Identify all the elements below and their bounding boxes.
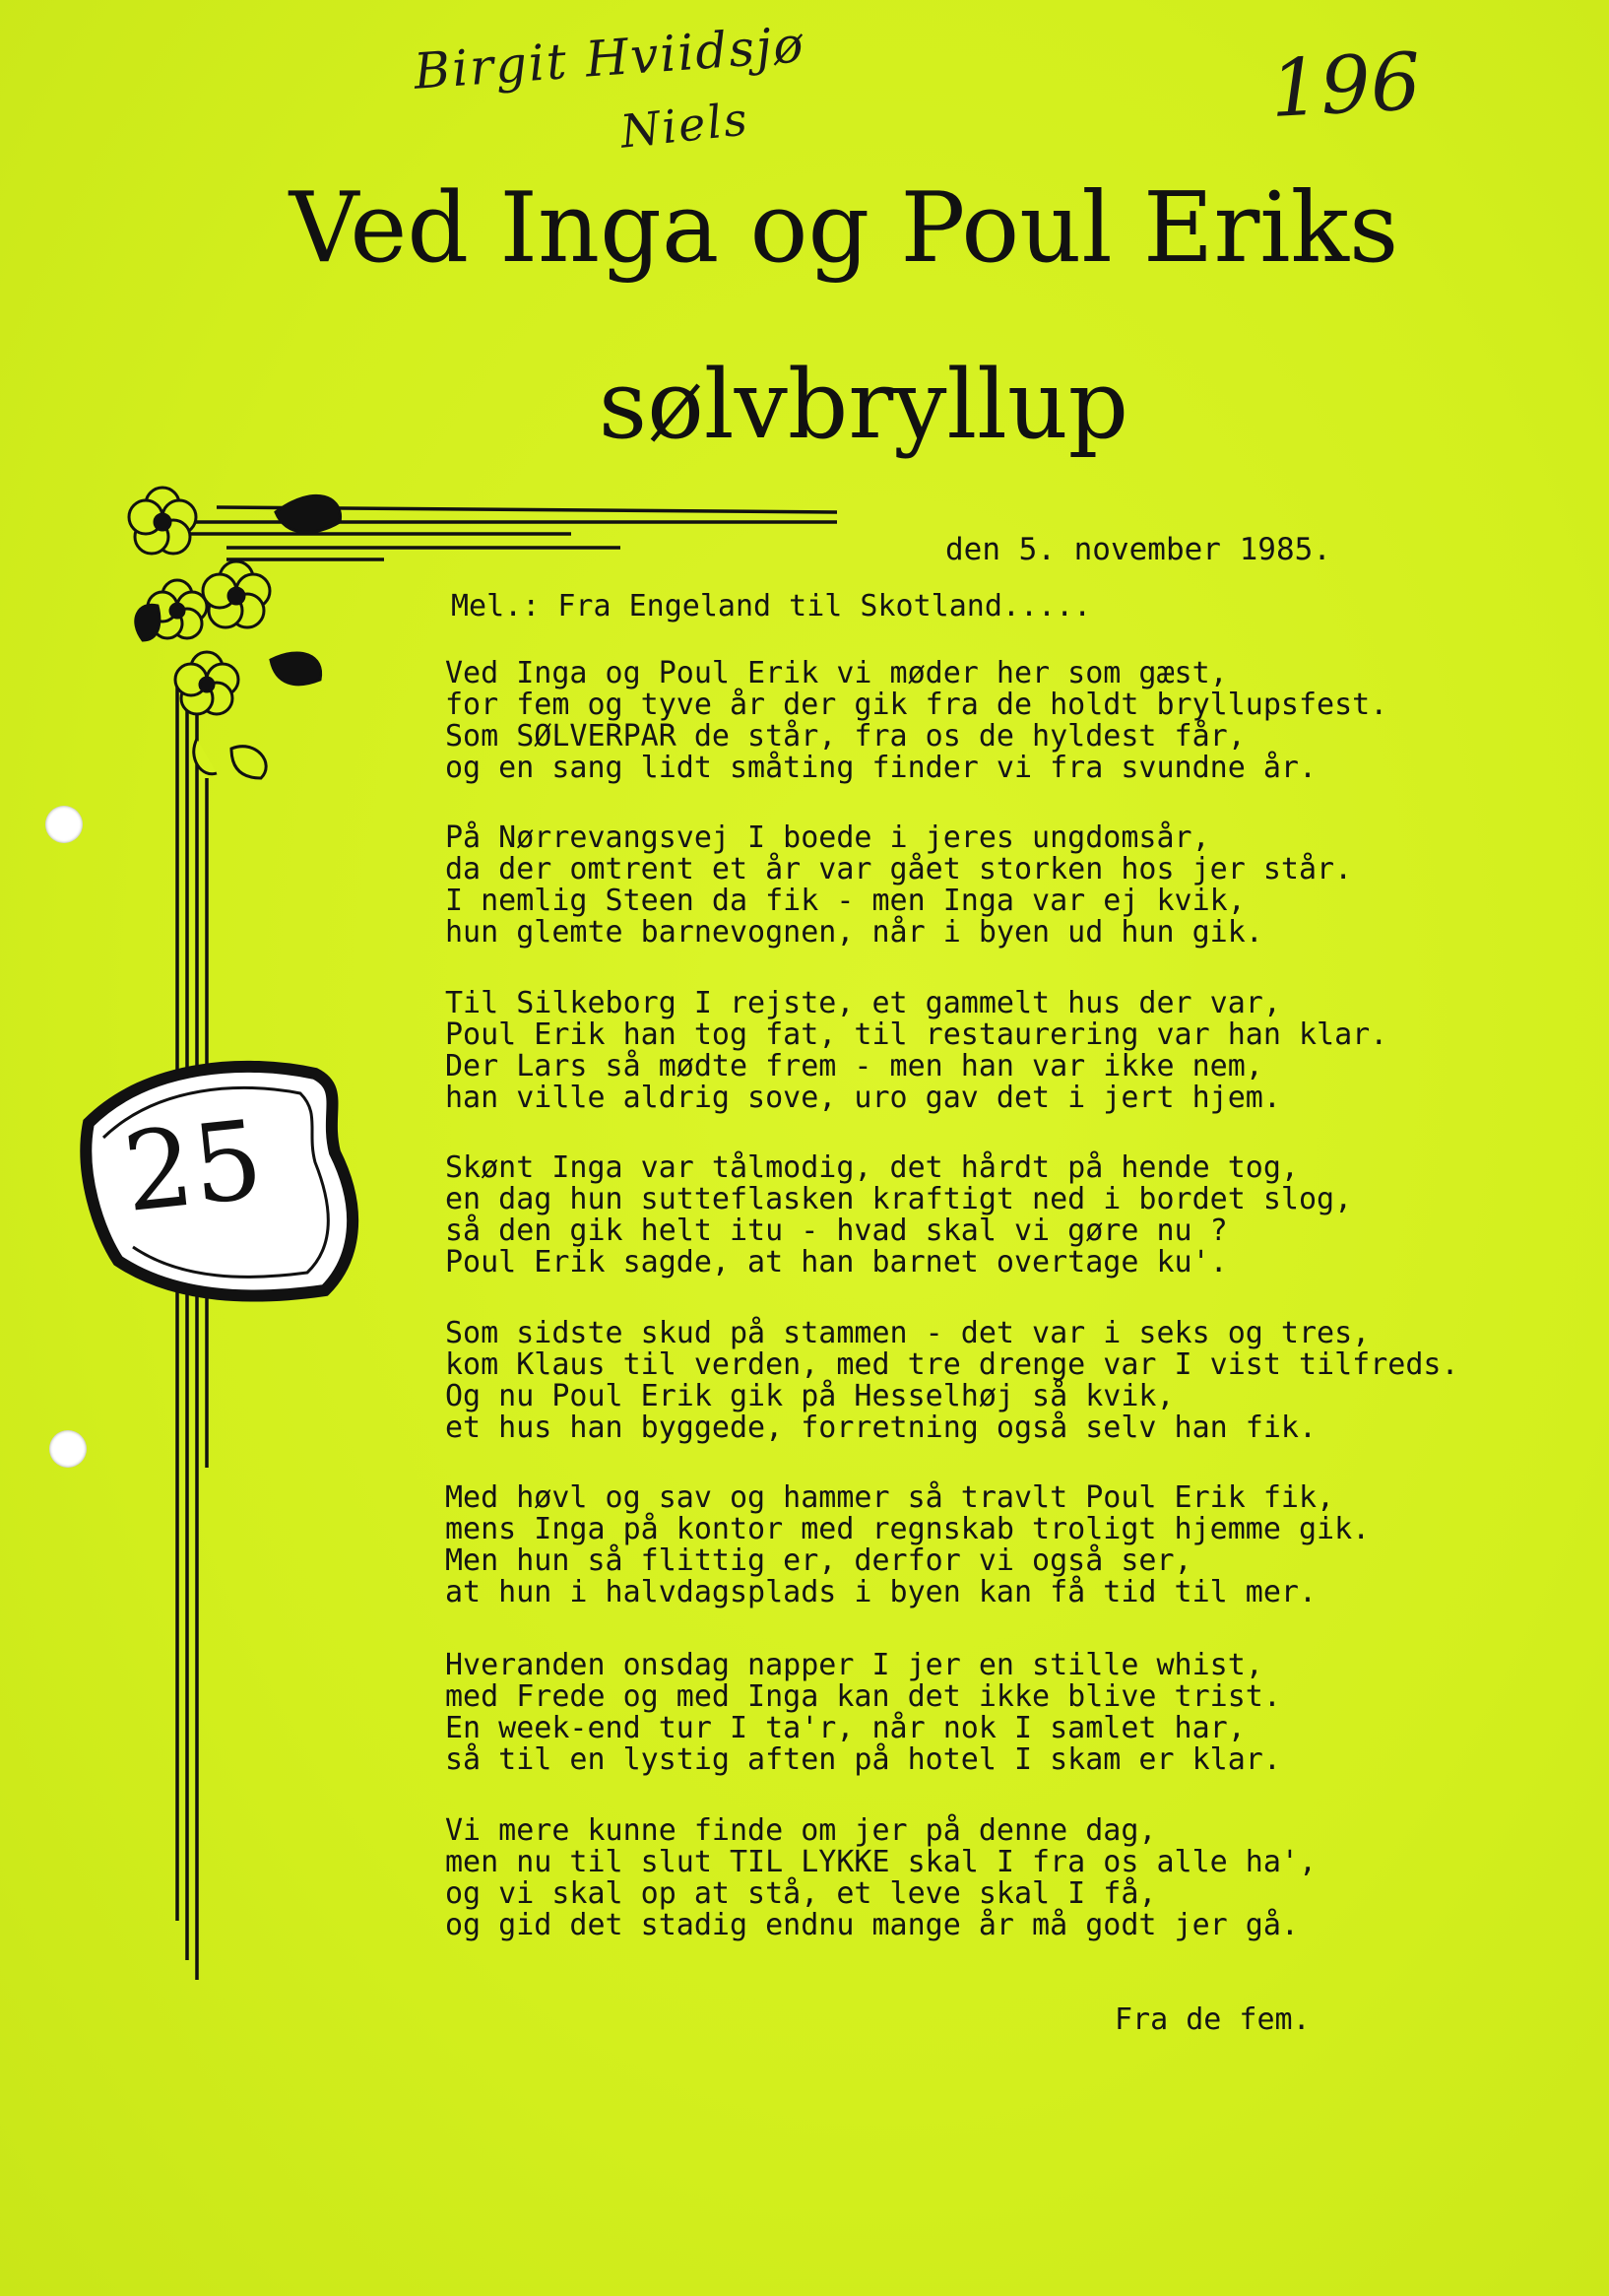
- verse-line: Som sidste skud på stammen - det var i seks og tres,: [445, 1316, 1371, 1350]
- stanza-6: [445, 1482, 1370, 1608]
- verse-line: et hus han byggede, forretning også selv han fik.: [445, 1410, 1318, 1445]
- title-line1: Ved Inga og Poul Eriks: [289, 172, 1399, 285]
- verse-line: og gid det stadig endnu mange år må godt jer gå.: [445, 1908, 1299, 1942]
- verse-line: Hveranden onsdag napper I jer en stille whist,: [445, 1648, 1263, 1682]
- verse-line: da der omtrent et år var gået storken hos jer står.: [445, 852, 1353, 886]
- date-line: den 5. november 1985.: [945, 532, 1331, 567]
- handwritten-number: 196: [1267, 35, 1424, 135]
- stanza-7: [445, 1650, 1281, 1776]
- verse-line: kom Klaus til verden, med tre drenge var I vist tilfreds.: [445, 1347, 1459, 1382]
- handwritten-name-line2: Niels: [617, 92, 751, 159]
- melody-line: Mel.: Fra Engeland til Skotland.....: [451, 589, 1092, 623]
- verse-line: at hun i halvdagsplads i byen kan få tid til mer.: [445, 1575, 1318, 1609]
- verse-line: så den gik helt itu - hvad skal vi gøre nu ?: [445, 1214, 1228, 1248]
- verse-line: han ville aldrig sove, uro gav det i jert hjem.: [445, 1081, 1281, 1115]
- verse-line: med Frede og med Inga kan det ikke blive trist.: [445, 1679, 1281, 1714]
- verse-line: men nu til slut TIL LYKKE skal I fra os alle ha',: [445, 1845, 1318, 1879]
- stanza-8: [445, 1815, 1317, 1941]
- verse-line: en dag hun sutteflasken kraftigt ned i bordet slog,: [445, 1182, 1353, 1216]
- stanza-1: [445, 658, 1387, 784]
- punch-hole: [45, 806, 83, 843]
- verse-line: Ved Inga og Poul Erik vi møder her som gæst,: [445, 656, 1228, 690]
- flower-cluster: [129, 488, 341, 778]
- verse-line: Og nu Poul Erik gik på Hesselhøj så kvik,: [445, 1379, 1175, 1413]
- verse-line: Til Silkeborg I rejste, et gammelt hus der var,: [445, 986, 1281, 1020]
- verse-line: mens Inga på kontor med regnskab troligt hjemme gik.: [445, 1512, 1371, 1546]
- verse-line: I nemlig Steen da fik - men Inga var ej kvik,: [445, 884, 1246, 918]
- verse-line: På Nørrevangsvej I boede i jeres ungdomsår,: [445, 820, 1210, 855]
- verse-line: En week-end tur I ta'r, når nok I samlet har,: [445, 1711, 1246, 1745]
- verse-line: Men hun så flittig er, derfor vi også ser,: [445, 1543, 1192, 1578]
- title-line2: sølvbryllup: [598, 350, 1129, 460]
- signoff: Fra de fem.: [1115, 2002, 1311, 2037]
- stanza-5: [445, 1318, 1459, 1444]
- stanza-4: [445, 1152, 1352, 1279]
- verse-line: og en sang lidt småting finder vi fra svundne år.: [445, 751, 1318, 785]
- verse-line: Som SØLVERPAR de står, fra os de hyldest får,: [445, 719, 1246, 754]
- stanza-3: [445, 988, 1387, 1114]
- verse-line: Poul Erik han tog fat, til restaurering var han klar.: [445, 1017, 1388, 1052]
- handwritten-name-line1: Birgit Hviidsjø: [412, 16, 807, 100]
- badge-number: 25: [117, 1096, 269, 1236]
- verse-line: hun glemte barnevognen, når i byen ud hun gik.: [445, 915, 1263, 950]
- verse-line: Der Lars så mødte frem - men han var ikke nem,: [445, 1049, 1263, 1083]
- verse-line: Med høvl og sav og hammer så travlt Poul Erik fik,: [445, 1480, 1335, 1515]
- stanza-2: [445, 822, 1352, 949]
- verse-line: for fem og tyve år der gik fra de holdt bryllupsfest.: [445, 688, 1388, 722]
- verse-line: Skønt Inga var tålmodig, det hårdt på hende tog,: [445, 1150, 1299, 1185]
- verse-line: Poul Erik sagde, at han barnet overtage ku'.: [445, 1245, 1228, 1279]
- punch-hole: [49, 1430, 87, 1468]
- verse-line: og vi skal op at stå, et leve skal I få,: [445, 1876, 1157, 1911]
- verse-line: Vi mere kunne finde om jer på denne dag,: [445, 1813, 1157, 1848]
- verse-line: så til en lystig aften på hotel I skam er klar.: [445, 1742, 1281, 1777]
